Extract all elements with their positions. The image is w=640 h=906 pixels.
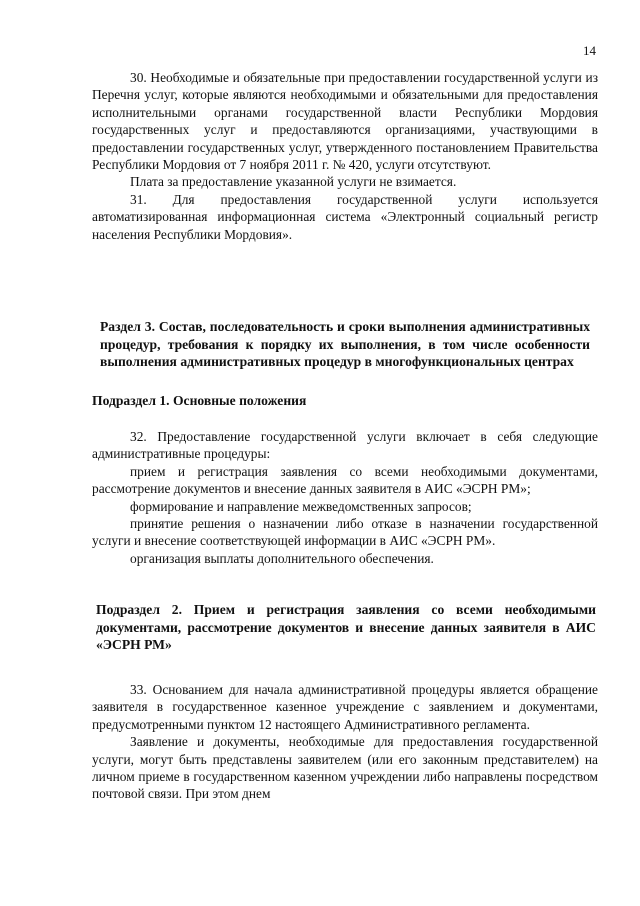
- paragraphs-30-31: [92, 69, 598, 243]
- list-item: формирование и направление межведомственных запросов;: [130, 498, 472, 514]
- subsection-heading: [96, 601, 596, 654]
- subsection-heading: [92, 392, 598, 410]
- paragraph-32-block: [92, 428, 598, 567]
- list-item: принятие решения о назначении либо отказе в назначении государственной услуги и внесение соответствующей информации в АИС «ЭСРН РМ».: [92, 516, 598, 549]
- paragraph-32: 32. Предоставление государственной услуги включает в себя следующие административные процедуры:: [92, 429, 598, 462]
- paragraph-33-block: [92, 681, 598, 803]
- paragraph-33: 33. Основанием для начала административной процедуры является обращение заявителя в государственное казенное учреждение с заявлением и документами, предусмотренными пунктом 12 настоящего Административного регламента.: [92, 682, 598, 732]
- paragraph-30: 30. Необходимые и обязательные при предоставлении государственной услуги из Перечня услуг, которые являются необходимыми и обязательными для предоставления исполнительными органами государственной власти Республики Мордовия государственных услуг и предоставляются организациями, участвующими в предоставлении государственных услуг, утвержденного постановлением Правительства Республики Мордовия от 7 ноября 2011 г. № 420, услуги отсутствуют.: [92, 70, 598, 173]
- section-heading: [100, 318, 590, 371]
- list-item: организация выплаты дополнительного обеспечения.: [130, 550, 434, 566]
- subsection-1-title: Подраздел 1. Основные положения: [92, 393, 307, 408]
- subsection-2-title: Подраздел 2. Прием и регистрация заявления со всеми необходимыми документами, рассмотрение документов и внесение данных заявителя в АИС «ЭСРН РМ»: [96, 602, 596, 653]
- paragraph-fee: Плата за предоставление указанной услуги не взимается.: [130, 174, 457, 190]
- paragraph-31: 31. Для предоставления государственной услуги используется автоматизированная информационная система «Электронный социальный регистр населения Республики Мордовия».: [92, 191, 598, 242]
- page-number: 14: [583, 43, 596, 58]
- list-item: прием и регистрация заявления со всеми необходимыми документами, рассмотрение документов и внесение данных заявителя в АИС «ЭСРН РМ»;: [92, 463, 598, 497]
- paragraph-statement: Заявление и документы, необходимые для предоставления государственной услуги, могут быть представлены заявителем (или его законным представителем) на личном приеме в государственном казенном учреждении либо направлены посредством почтовой связи. При этом днем: [92, 734, 598, 802]
- section-3-title: Раздел 3. Состав, последовательность и сроки выполнения административных процедур, требования к порядку их выполнения, в том числе особенности выполнения административных процедур в многофункциональных центрах: [100, 319, 590, 370]
